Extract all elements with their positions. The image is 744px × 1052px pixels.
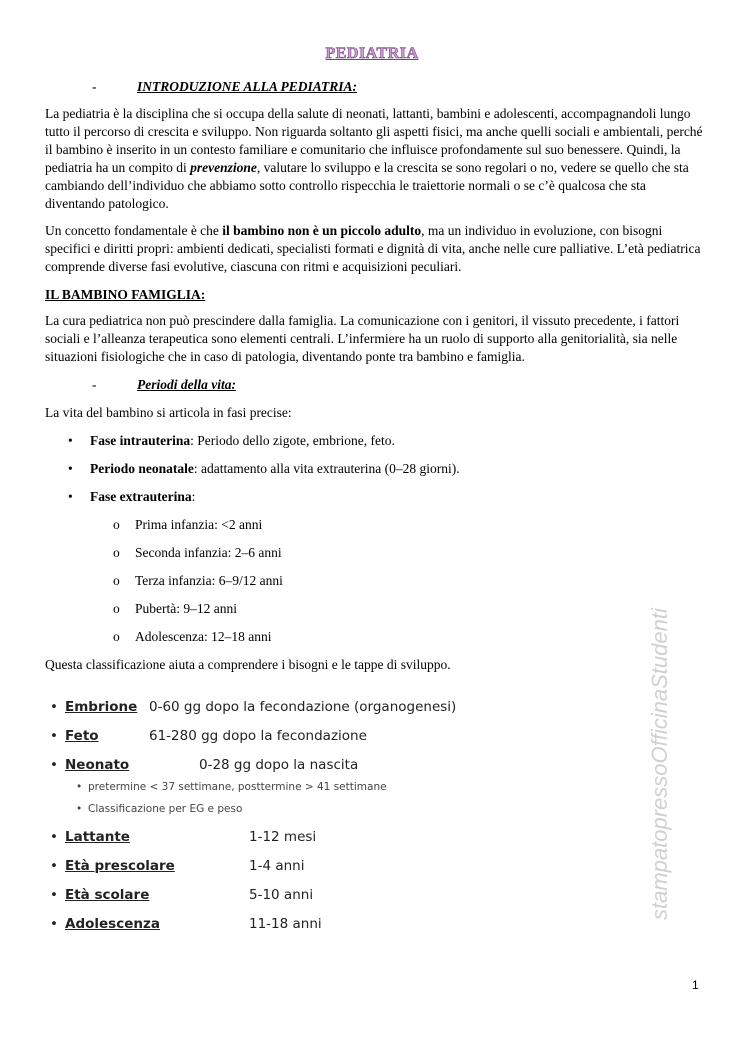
slide-subrow: • Classificazione per EG e peso [76, 803, 243, 815]
periodi-heading: Periodi della vita: [137, 377, 236, 392]
bullet: o [113, 517, 120, 532]
dash-bullet: - [92, 79, 97, 94]
text: , ma un individuo in evoluzione, con bisogni specifici e diritti propri: ambienti dedicati, specialisti formati e dignità di vita, anche nelle cure palliative. L’età pediatrica comprende diverse fasi evolutive, ciascuna con ritmi e acquisizioni peculiari. [45, 223, 701, 274]
text: Pubertà: 9–12 anni [135, 601, 237, 616]
text: La pediatria è la disciplina che si occupa della salute di neonati, lattanti, bambini e adolescenti, accompagnandoli lungo tutto il percorso di crescita e sviluppo. Non riguarda soltanto gli aspetti fisici, ma anche quelli sociali e ambientali, perché il bambino è inserito in un contesto familiare e comunitario che influisce profondamente sul suo benessere. Quindi, la pediatria ha un compito di [45, 106, 703, 175]
text: Adolescenza: 12–18 anni [135, 629, 272, 644]
intro-heading: INTRODUZIONE ALLA PEDIATRIA: [137, 79, 358, 94]
bullet: o [113, 573, 120, 588]
list-item [45, 488, 704, 506]
value: 11-18 anni [249, 916, 322, 932]
list-item [45, 432, 704, 450]
sub-item [45, 600, 704, 618]
famiglia-heading: IL BAMBINO FAMIGLIA: [45, 287, 206, 302]
value: 61-280 gg dopo la fecondazione [149, 728, 367, 744]
term: Feto [65, 728, 99, 744]
bullet: • [68, 461, 73, 476]
text: , valutare lo sviluppo e la crescita se sono regolari o no, vedere se quello che sta cambiando dell’individuo che abbiamo sotto controllo rispecchia le traiettorie normali o se c’è qualcosa che sta diventando patologico. [45, 160, 689, 211]
value: 1-4 anni [249, 858, 305, 874]
value: 0-60 gg dopo la fecondazione (organogenesi) [149, 699, 457, 715]
slide-row: • Neonato 0-28 gg dopo la nascita [50, 757, 359, 773]
page-number: 1 [692, 978, 699, 992]
text: pretermine < 37 settimane, posttermine > 41 settimane [88, 781, 387, 793]
slide-subrow: • pretermine < 37 settimane, posttermine > 41 settimane [76, 781, 387, 793]
classification-note: Questa classificazione aiuta a comprendere i bisogni e le tappe di sviluppo. [45, 657, 451, 672]
bullet: o [113, 601, 120, 616]
term: Periodo neonatale [90, 461, 194, 476]
bullet: • [68, 433, 73, 448]
text: Seconda infanzia: 2–6 anni [135, 545, 282, 560]
bullet: • [68, 489, 73, 504]
term: Fase intrauterina [90, 433, 191, 448]
term: Neonato [65, 757, 130, 773]
text: Classificazione per EG e peso [88, 803, 243, 815]
concept-paragraph [45, 222, 704, 276]
value: 0-28 gg dopo la nascita [199, 757, 359, 773]
term: Età prescolare [65, 858, 175, 874]
text: Prima infanzia: <2 anni [135, 517, 263, 532]
sub-item [45, 544, 704, 562]
sub-item [45, 628, 704, 646]
sub-item [45, 516, 704, 534]
slide-row: • Adolescenza 11-18 anni [50, 916, 322, 932]
slide-row: • Età scolare 5-10 anni [50, 887, 314, 903]
periodi-intro: La vita del bambino si articola in fasi precise: [45, 405, 292, 420]
term: Embrione [65, 699, 138, 715]
slide-row: • Lattante 1-12 mesi [50, 829, 317, 845]
desc: : adattamento alla vita extrauterina (0–28 giorni). [193, 461, 460, 476]
emphasis: il bambino non è un piccolo adulto [222, 223, 422, 238]
intro-heading-row [45, 78, 704, 96]
slide-row: • Età prescolare 1-4 anni [50, 858, 305, 874]
bullet: o [113, 545, 120, 560]
bullet: o [113, 629, 120, 644]
page-title: PEDIATRIA [325, 45, 419, 62]
emphasis: prevenzione [190, 160, 257, 175]
slide-row: • Feto 61-280 gg dopo la fecondazione [50, 728, 367, 744]
desc: : Periodo dello zigote, embrione, feto. [190, 433, 395, 448]
sub-item [45, 572, 704, 590]
intro-paragraph [45, 105, 704, 213]
watermark: stampatopressoOfficinaStudenti [647, 608, 672, 920]
term: Lattante [65, 829, 130, 845]
dash-bullet: - [92, 377, 97, 392]
term: Età scolare [65, 887, 150, 903]
value: 5-10 anni [249, 887, 314, 903]
term: Adolescenza [65, 916, 160, 932]
text: Un concetto fondamentale è che [45, 223, 223, 238]
term: Fase extrauterina [90, 489, 192, 504]
desc: : [191, 489, 196, 504]
list-item [45, 460, 704, 478]
periodi-heading-row [45, 376, 704, 394]
slide-image [45, 698, 704, 933]
text: Terza infanzia: 6–9/12 anni [135, 573, 283, 588]
famiglia-paragraph: La cura pediatrica non può prescindere dalla famiglia. La comunicazione con i genitori, il vissuto precedente, i fattori sociali e l’alleanza terapeutica sono elementi centrali. L’infermiere ha un ruolo di supporto alla genitorialità, sia nelle situazioni fisiologiche che in caso di patologia, diventando ponte tra bambino e famiglia. [45, 313, 680, 364]
slide-row: • Embrione 0-60 gg dopo la fecondazione (organogenesi) [50, 699, 457, 715]
value: 1-12 mesi [249, 829, 317, 845]
